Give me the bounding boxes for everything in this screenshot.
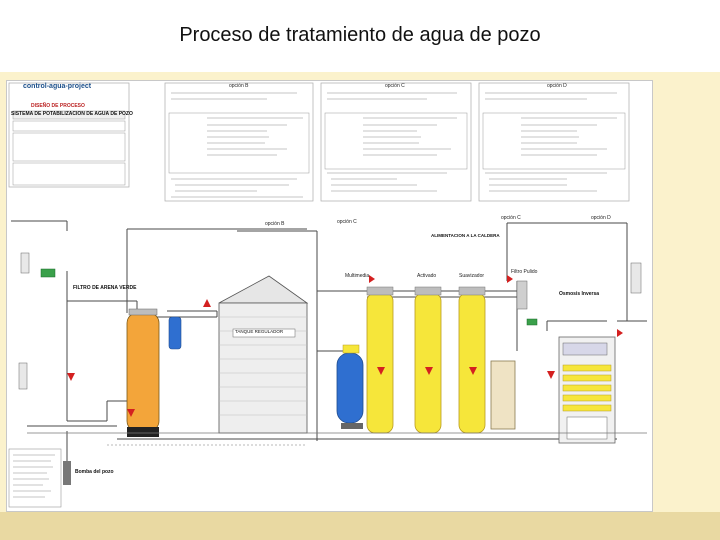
brine-tank [491,361,515,429]
logo-label: control-agua-project [23,83,92,90]
activated-carbon-filter [415,293,441,433]
system-title: SISTEMA DE POTABILIZACION DE AGUA DE POZO [11,111,133,117]
well-pump [63,461,71,485]
option-c-flag: opción C [337,219,357,225]
ro-label: Osmosis Inversa [559,291,600,297]
option-d-flag: opción D [591,215,611,221]
option-b-heading: opción B [229,83,249,89]
boiler-feed-label: ALIMENTACION A LA CALDERA [431,233,500,238]
option-c-panel [321,83,471,201]
option-d-heading: opción D [547,83,567,89]
dosing-tank-ro [631,263,641,293]
info-box-bottom [9,449,61,507]
polish-filter [517,281,527,309]
softener-label: Suavizador [459,273,485,279]
sand-filter-label: FILTRO DE ARENA VERDE [73,285,137,291]
option-c-heading: opción C [385,83,405,89]
feed-pump [41,269,55,277]
header-title: DISEÑO DE PROCESO [31,103,85,109]
diagram-sheet [6,80,653,512]
slide-title: Proceso de tratamiento de agua de pozo [179,24,541,46]
polish-filter-label: Filtro Pulido [511,269,538,275]
pipe-network [11,221,647,441]
tank-label: TANQUE REGULADOR [235,329,284,334]
multimedia-filter [367,293,393,433]
option-c-flag-right: opción C [501,215,521,221]
bottom-band [0,512,720,540]
process-diagram [7,81,652,511]
option-b-panel [165,83,313,201]
multimedia-label: Multimedia [345,273,370,279]
option-b-flag: opción B [265,221,285,227]
activated-label: Activado [417,273,437,279]
option-d-panel [479,83,629,201]
dosing-tank-left [19,363,27,389]
cartridge-filter [169,317,181,349]
pressure-tank [337,353,363,423]
well-pump-label: Bomba del pozo [75,469,114,475]
softener-filter [459,293,485,433]
regulator-tank [219,303,307,433]
